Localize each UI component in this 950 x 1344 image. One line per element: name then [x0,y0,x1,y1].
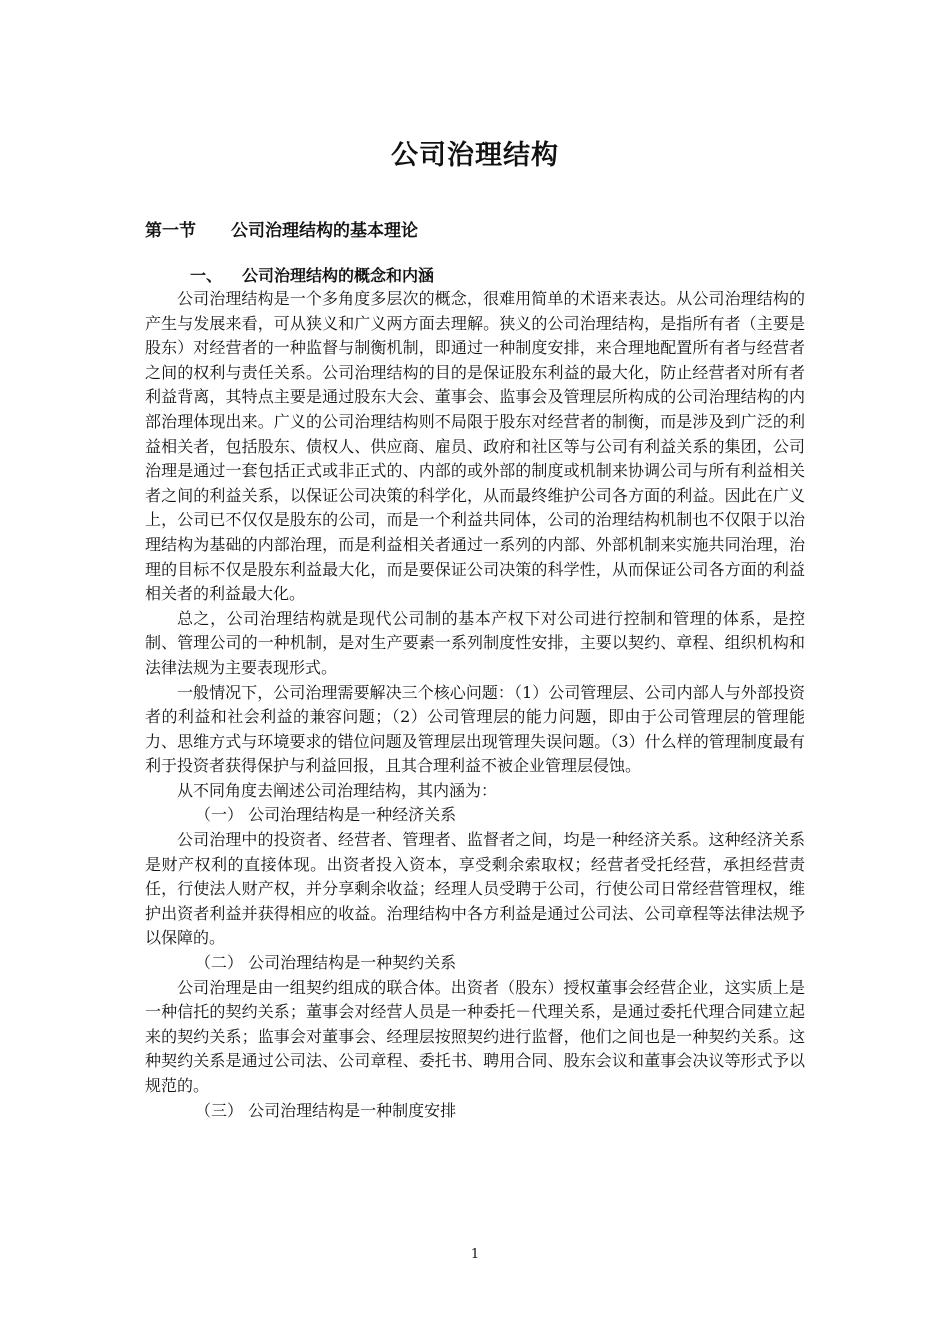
paragraph-definition: 公司治理结构是一个多角度多层次的概念，很难用简单的术语来表达。从公司治理结构的产生与发展来看，可从狭义和广义两方面去理解。狭义的公司治理结构，是指所有者（主要是股东）对经营者的一种监督与制衡机制，即通过一种制度安排，来合理地配置所有者与经营者之间的权利与责任关系。公司治理结构的目的是保证股东利益的最大化，防止经营者对所有者利益背离，其特点主要是通过股东大会、董事会、监事会及管理层所构成的公司治理结构的内部治理体现出来。广义的公司治理结构则不局限于股东对经营者的制衡，而是涉及到广泛的利益相关者，包括股东、债权人、供应商、雇员、政府和社区等与公司有利益关系的集团，公司治理是通过一套包括正式或非正式的、内部的或外部的制度或机制来协调公司与所有利益相关者之间的利益关系，以保证公司决策的科学化，从而最终维护公司各方面的利益。因此在广义上，公司已不仅仅是股东的公司，而是一个利益共同体，公司的治理结构机制也不仅限于以治理结构为基础的内部治理，而是利益相关者通过一系列的内部、外部机制来实施共同治理，治理的目标不仅是股东利益最大化，而是要保证公司决策的科学性，从而保证公司各方面的利益相关者的利益最大化。 [145,289,805,604]
page-number: 1 [470,1247,480,1262]
document-title: 公司治理结构 [391,140,559,171]
subsection-number: 一、 [190,266,223,285]
item-heading-economic: （一） 公司治理结构是一种经济关系 [195,805,457,825]
paragraph-connotation-intro: 从不同角度去阐述公司治理结构，其内涵为： [177,780,498,800]
paragraph-economic: 公司治理中的投资者、经营者、管理者、监督者之间，均是一种经济关系。这种经济关系是财产权利的直接体现。出资者投入资本，享受剩余索取权；经营者受托经营，承担经营责任，行使法人财产权，并分享剩余收益；经理人员受聘于公司，行使公司日常经营管理权，维护出资者利益并获得相应的收益。治理结构中各方利益是通过公司法、公司章程等法律法规予以保障的。 [145,830,805,948]
paragraph-core-issues: 一般情况下，公司治理需要解决三个核心问题：（1）公司管理层、公司内部人与外部投资者的利益和社会利益的兼容问题；（2）公司管理层的能力问题，即由于公司管理层的管理能力、思维方式与环境要求的错位问题及管理层出现管理失误问题。（3）什么样的管理制度最有利于投资者获得保护与利益回报，且其合理利益不被企业管理层侵蚀。 [145,682,805,776]
subsection-heading [190,263,434,286]
paragraph-summary: 总之，公司治理结构就是现代公司制的基本产权下对公司进行控制和管理的体系，是控制、管理公司的一种机制，是对生产要素一系列制度性安排，主要以契约、章程、组织机构和法律法规为主要表现形式。 [145,608,805,677]
subsection-title: 公司治理结构的概念和内涵 [242,266,435,285]
paragraph-contract: 公司治理是由一组契约组成的联合体。出资者（股东）授权董事会经营企业，这实质上是一种信托的契约关系；董事会对经营人员是一种委托－代理关系，是通过委托代理合同建立起来的契约关系；监事会对董事会、经理层按照契约进行监督，他们之间也是一种契约关系。这种契约关系是通过公司法、公司章程、委托书、聘用合同、股东会议和董事会决议等形式予以规范的。 [145,977,805,1095]
section-heading [145,216,418,241]
item-heading-contract: （二） 公司治理结构是一种契约关系 [195,953,457,973]
document-body [145,287,805,1123]
section-title: 公司治理结构的基本理论 [231,221,418,241]
section-number: 第一节 [145,221,196,241]
item-heading-institution: （三） 公司治理结构是一种制度安排 [195,1100,457,1120]
